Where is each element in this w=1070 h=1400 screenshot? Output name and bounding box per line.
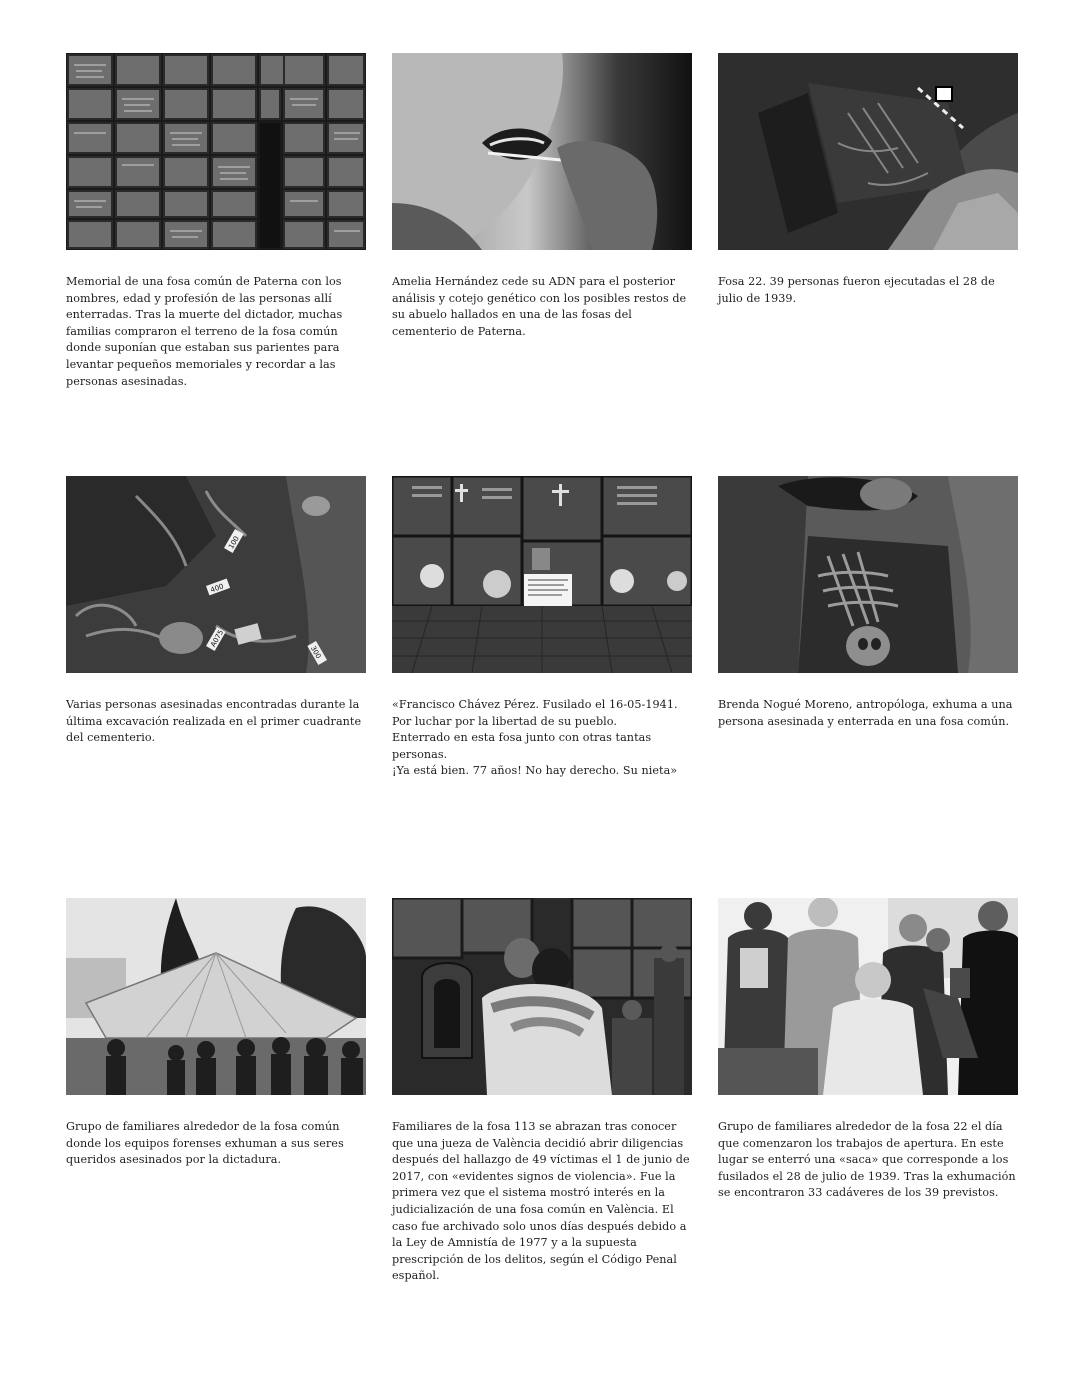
photo-card-memorial: [66, 53, 366, 390]
photo-caption: Grupo de familiares alrededor de la fosa común donde los equipos forenses exhuman a sus seres queridos asesinados por la dictadura.: [66, 1120, 344, 1167]
photo-families-embrace: [392, 898, 692, 1095]
svg-text:400: 400: [209, 582, 225, 595]
photo-anthropologist-exhumation: [718, 476, 1018, 673]
photo-families-fosa-22: [718, 898, 1018, 1095]
photo-caption: Memorial de una fosa común de Paterna con los nombres, edad y profesión de las personas allí enterradas. Tras la muerte del dictador, muchas familias compraron el terreno de la fosa común donde suponían que estaban sus parientes para levantar pequeños memoriales y recordar a las personas asesinadas.: [66, 275, 343, 388]
photo-card-niche-wall: [392, 476, 692, 780]
photo-caption: «Francisco Chávez Pérez. Fusilado el 16-05-1941. Por luchar por la libertad de su pueblo. Enterrado en esta fosa junto con otras tantas personas. ¡Ya está bien. 77 años! No hay derecho. Su nieta»: [392, 698, 678, 778]
photo-caption: Grupo de familiares alrededor de la fosa 22 el día que comenzaron los trabajos de apertura. En este lugar se enterró una «saca» que corresponde a los fusilados el 28 de julio de 1939. Tras la exhumación se encontraron 33 cadáveres de los 39 previstos.: [718, 1120, 1016, 1200]
photo-caption: Fosa 22. 39 personas fueron ejecutadas el 28 de julio de 1939.: [718, 275, 995, 305]
photo-caption: Familiares de la fosa 113 se abrazan tras conocer que una jueza de València decidió abrir diligencias después del hallazgo de 49 víctimas el 1 de junio de 2017, con «evidentes signos de violencia». Fue la primera vez que el sistema mostró interés en la judicialización de una fosa común en València. El caso fue archivado solo unos días después debido a la Ley de Amnistía de 1977 y a la supuesta prescripción de los delitos, según el Código Penal español.: [392, 1120, 690, 1283]
photo-card-fosa-22: [718, 53, 1018, 307]
svg-text:300: 300: [308, 644, 323, 661]
svg-text:100: 100: [227, 534, 241, 551]
photo-card-dna-sample: [392, 53, 692, 340]
photo-card-families-tent: [66, 898, 366, 1169]
photo-caption: Varias personas asesinadas encontradas durante la última excavación realizada en el primer cuadrante del cementerio.: [66, 698, 362, 745]
photo-fosa-22-excavation: [718, 53, 1018, 250]
photo-remains-excavation: [66, 476, 366, 673]
photo-memorial-plaques: [66, 53, 366, 250]
photo-families-forensic-tent: [66, 898, 366, 1095]
photo-cemetery-niches: [392, 476, 692, 673]
photo-dna-swab: [392, 53, 692, 250]
svg-text:A075: A075: [209, 628, 226, 649]
photo-card-anthropologist: [718, 476, 1018, 730]
photo-card-embrace: [392, 898, 692, 1285]
photo-card-bones: [66, 476, 366, 747]
photo-caption: Amelia Hernández cede su ADN para el posterior análisis y cotejo genético con los posibles restos de su abuelo hallados en una de las fosas del cementerio de Paterna.: [392, 275, 687, 338]
photo-card-fosa-22-families: [718, 898, 1018, 1202]
photo-caption: Brenda Nogué Moreno, antropóloga, exhuma a una persona asesinada y enterrada en una fosa común.: [718, 698, 1013, 728]
